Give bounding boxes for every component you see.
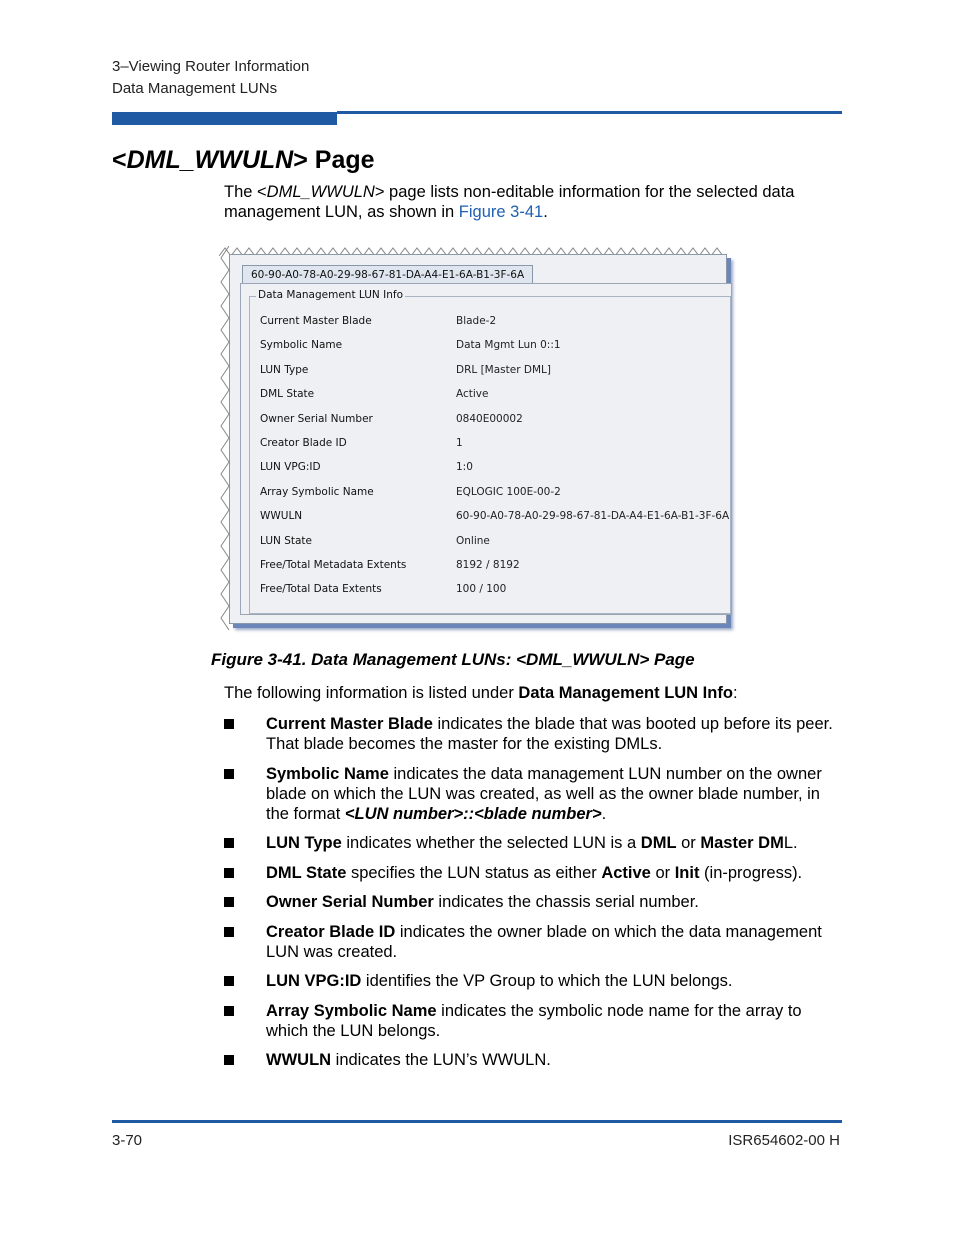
torn-edge-left bbox=[219, 246, 231, 636]
info-label: Creator Blade ID bbox=[260, 437, 347, 449]
figure-caption: Figure 3-41. Data Management LUNs: <DML_WWULN> Page bbox=[211, 650, 695, 669]
info-value: DRL [Master DML] bbox=[456, 363, 551, 376]
info-value: 1:0 bbox=[456, 461, 473, 474]
running-header-section: Data Management LUNs bbox=[112, 80, 278, 97]
bullet-square-icon bbox=[224, 769, 234, 779]
info-label: Current Master Blade bbox=[260, 315, 372, 327]
info-group bbox=[249, 289, 731, 614]
intro-paragraph: The <DML_WWULN> page lists non-editable information for the selected data management LUN, as shown in Figure 3-41. bbox=[224, 183, 795, 221]
list-item: DML State specifies the LUN status as either Active or Init (in-progress). bbox=[224, 863, 844, 883]
page-number: 3-70 bbox=[112, 1132, 143, 1149]
info-label: LUN State bbox=[260, 534, 312, 547]
info-label: Free/Total Metadata Extents bbox=[260, 559, 407, 571]
info-value: 8192 / 8192 bbox=[456, 559, 520, 571]
list-item: Creator Blade ID indicates the owner blade on which the data management LUN was created. bbox=[224, 922, 844, 962]
info-label: Symbolic Name bbox=[260, 339, 343, 352]
list-item: Current Master Blade indicates the blade that was booted up before its peer. That blade becomes the master for the existing DMLs. bbox=[224, 714, 844, 754]
footer-rule bbox=[112, 1120, 842, 1123]
info-label: LUN VPG:ID bbox=[260, 461, 321, 474]
list-item: Symbolic Name indicates the data management LUN number on the owner blade on which the LUN was created, as well as the owner blade number, in the format <LUN number>::<blade number>. bbox=[224, 764, 844, 824]
info-value: Data Mgmt Lun 0::1 bbox=[456, 339, 561, 352]
info-value: 60-90-A0-78-A0-29-98-67-81-DA-A4-E1-6A-B1-3F-6A bbox=[456, 510, 730, 523]
info-value: Blade-2 bbox=[456, 315, 497, 327]
document-id: ISR654602-00 H bbox=[728, 1132, 840, 1149]
info-label: Owner Serial Number bbox=[260, 412, 373, 425]
header-bar-accent bbox=[112, 112, 337, 125]
bullet-square-icon bbox=[224, 976, 234, 986]
info-value: Active bbox=[456, 388, 489, 401]
list-item: WWULN indicates the LUN’s WWULN. bbox=[224, 1050, 844, 1070]
bullet-square-icon bbox=[224, 838, 234, 848]
info-value: EQLOGIC 100E-00-2 bbox=[456, 485, 561, 498]
running-header-chapter: 3–Viewing Router Information bbox=[112, 58, 310, 75]
info-label: DML State bbox=[260, 388, 315, 401]
info-label: WWULN bbox=[260, 510, 303, 523]
tab-wwuln[interactable]: 60-90-A0-78-A0-29-98-67-81-DA-A4-E1-6A-B1-3F-6A bbox=[242, 265, 533, 284]
info-value: 100 / 100 bbox=[456, 583, 507, 596]
window-frame bbox=[229, 254, 730, 624]
list-item: Owner Serial Number indicates the chassis serial number. bbox=[224, 892, 844, 912]
page-title: <DML_WWULN> Page bbox=[112, 146, 375, 174]
list-item: LUN Type indicates whether the selected LUN is a DML or Master DML. bbox=[224, 833, 844, 853]
field-description-list bbox=[224, 714, 844, 1080]
tab-panel bbox=[240, 283, 732, 615]
lead-paragraph: The following information is listed under Data Management LUN Info: bbox=[224, 684, 738, 702]
bullet-square-icon bbox=[224, 897, 234, 907]
bullet-square-icon bbox=[224, 719, 234, 729]
info-label: Free/Total Data Extents bbox=[260, 583, 382, 596]
group-title: Data Management LUN Info bbox=[258, 289, 403, 301]
list-item: LUN VPG:ID identifies the VP Group to which the LUN belongs. bbox=[224, 971, 844, 991]
info-value: 1 bbox=[456, 437, 463, 449]
info-label: LUN Type bbox=[260, 363, 309, 376]
info-value: 0840E00002 bbox=[456, 412, 523, 425]
bullet-square-icon bbox=[224, 868, 234, 878]
screenshot-figure bbox=[219, 246, 733, 636]
bullet-square-icon bbox=[224, 1055, 234, 1065]
bullet-square-icon bbox=[224, 927, 234, 937]
bullet-square-icon bbox=[224, 1006, 234, 1016]
list-item: Array Symbolic Name indicates the symbolic node name for the array to which the LUN belongs. bbox=[224, 1001, 844, 1041]
info-label: Array Symbolic Name bbox=[260, 485, 374, 498]
figure-link[interactable]: Figure 3-41 bbox=[458, 203, 544, 221]
header-rule bbox=[337, 111, 842, 114]
info-value: Online bbox=[456, 534, 490, 547]
